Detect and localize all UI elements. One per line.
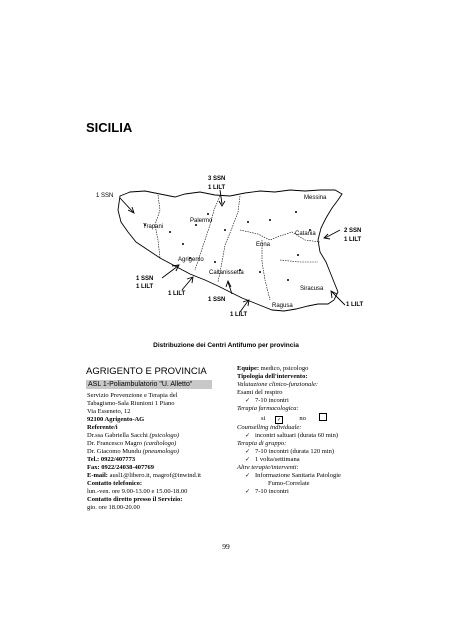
valutazione-heading: Valutazione clinico-funzionale: [237,381,319,388]
direct-hours: gio. ore 18.00-20.00 [87,504,140,511]
altre-item-1: Informazione Sanitaria Patologie [255,472,341,479]
referent-3-role: (pneumologo) [142,448,180,455]
address: Via Esseneto, 12 [87,408,131,415]
check-icon: ✓ [245,448,251,455]
referent-2-name: Dr. Francesco Magro [87,440,144,447]
altre-item-1b: Fumo-Correlate [268,480,310,487]
equipe-label: Equipe: [237,365,261,372]
altre-heading: Altre terapie/interventi: [237,464,299,471]
referent-3-name: Dr. Giacomo Mundu [87,448,143,455]
label-messina-count-2: 1 LILT [344,237,362,243]
service-name-2: Tabagismo-Sala Riunioni 1 Piano [87,400,175,407]
referent-3 [87,448,217,456]
no-label: no [299,415,306,422]
label-agrigento-count-1: 1 SSN [136,276,154,282]
label-agrigento-count-2: 1 LILT [136,284,154,290]
yes-label: si [261,415,266,422]
check-icon: ✓ [245,397,251,404]
phone: Tel.: 0922/407773 [87,456,136,463]
check-icon: ✓ [245,472,251,479]
no-checkbox-empty-icon [319,413,327,421]
section-title: AGRIGENTO E PROVINCIA [86,366,207,377]
referent-1 [87,432,217,440]
province-borders [155,195,320,300]
equipe [237,365,377,373]
postal-code: 92100 Agrigento-AG [87,416,145,423]
label-siracusa-count: 1 LILT [346,302,364,308]
esami-item: 7-10 incontri [255,397,289,404]
label-trapani-count: 1 SSN [96,193,114,199]
label-ragusa-count-2: 1 LILT [230,312,248,318]
phone-contact-heading: Contatto telefonico: [87,480,143,487]
email [87,472,217,480]
check-icon: ✓ [245,456,251,463]
counselling-heading: Counselling individuale: [237,424,302,431]
contact-column [87,392,217,512]
referent-2-role: (cardiologo) [143,440,177,447]
referent-2 [87,440,217,448]
label-agrigento: Agrigento [178,257,204,263]
map-caption: Distribuzione dei Centri Antifumo per provincia [153,342,299,349]
label-palermo: Palermo [190,218,213,224]
label-1lilt-top: 1 LILT [208,185,226,191]
referents-heading: Referente/i [87,424,118,431]
yes-no-row [237,413,377,424]
label-messina: Messina [304,195,327,201]
terapia-farm-heading: Terapia farmacologica: [237,405,299,412]
label-enna: Enna [256,242,271,248]
label-caltanissetta: Caltanissetta [209,270,244,276]
label-catania: Catania [295,231,316,237]
equipe-value: medico, psicologo [260,365,309,372]
label-ragusa-count-1: 1 SSN [208,297,226,303]
terapia-gruppo-heading: Terapia di gruppo: [237,440,287,447]
gruppo-item-1: 7-10 incontri (durata 120 min) [255,448,335,455]
yes-checkbox-checked-icon: ✓ [276,417,282,423]
region-title: SICILIA [86,120,133,135]
check-icon: ✓ [245,432,251,439]
altre-item-2: 7-10 incontri [255,488,289,495]
label-messina-count-1: 2 SSN [344,228,362,234]
label-agrigento-count-3: 1 LILT [168,291,186,297]
email-value[interactable]: ausl1@libero.it, magrof@inwind.it [109,472,201,479]
intervention-column [237,365,377,496]
direct-contact-heading: Contatto diretto presso il Servizio: [87,496,183,503]
tipologia-heading: Tipologia dell'intervento: [237,373,308,380]
esami: Esami del respiro [237,389,283,396]
check-icon: ✓ [245,488,251,495]
fax: Fax: 0922/24038-407769 [87,464,154,471]
gruppo-item-2: 1 volta/settimana [255,456,300,463]
service-name-1: Servizio Prevenzione e Terapia del [87,392,178,399]
label-ragusa: Ragusa [272,303,293,309]
label-siracusa: Siracusa [300,286,324,292]
label-trapani: Trapani [143,224,164,230]
phone-hours: lun.-ven. ore 9.00-13.00 e 15.00-18.00 [87,488,188,495]
page-number: 99 [222,542,230,551]
asl-header-bar: ASL 1-Poliambulatorio "U. Alletto" [86,380,212,389]
counselling-item: incontri saltuari (durata 60 min) [255,432,339,439]
label-3ssn: 3 SSN [208,176,226,182]
referent-1-role: (psicologo) [149,432,180,439]
email-label: E-mail: [87,472,110,479]
referent-1-name: Dr.ssa Gabriella Sacchi [87,432,150,439]
